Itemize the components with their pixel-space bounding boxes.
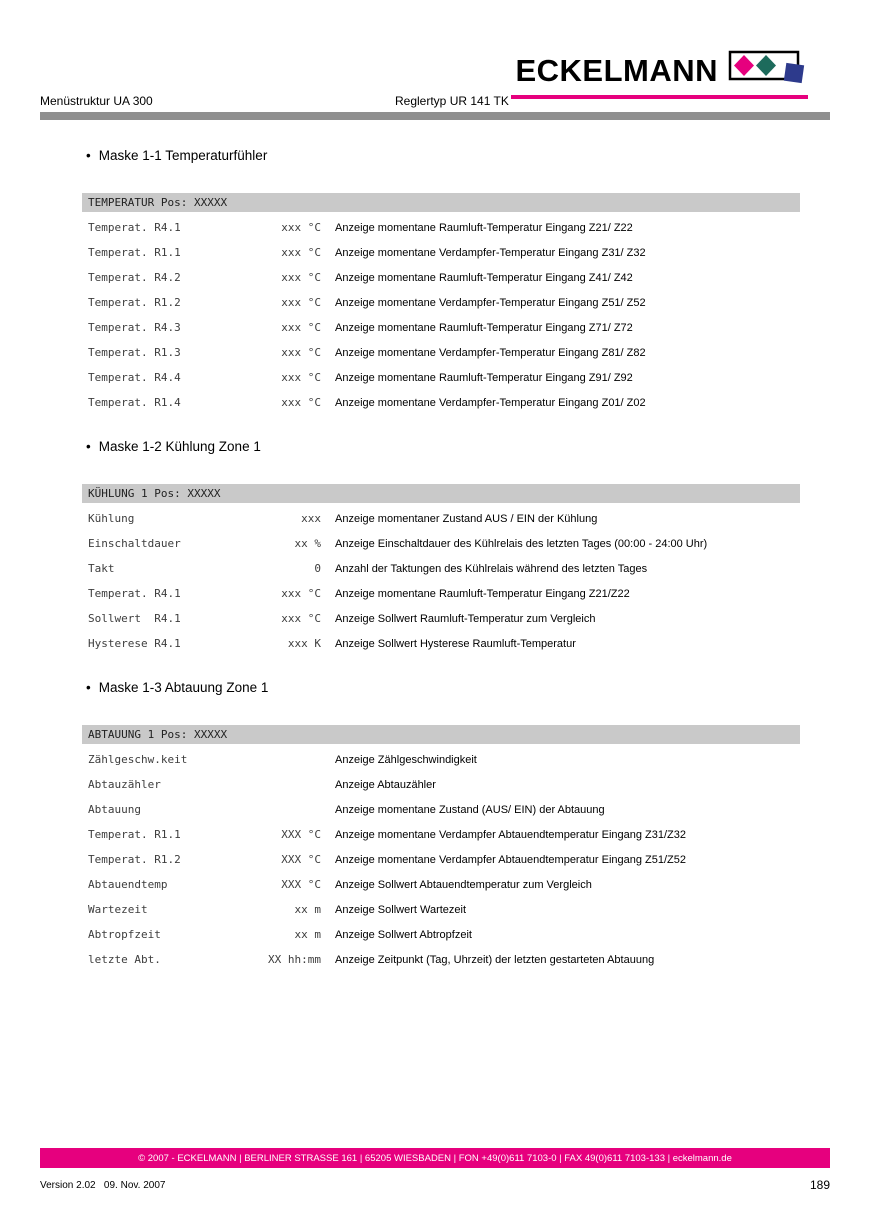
row-desc: Anzeige momentane Verdampfer Abtauendtemperatur Eingang Z51/Z52 xyxy=(335,853,687,866)
row-label: Abtauzähler xyxy=(88,778,161,791)
table-rows xyxy=(82,503,800,656)
row-desc: Anzeige momentane Raumluft-Temperatur Eingang Z21/ Z22 xyxy=(335,221,633,234)
section-title xyxy=(86,680,800,695)
section-title xyxy=(86,439,800,454)
table-row xyxy=(82,772,800,797)
row-desc: Anzeige Sollwert Raumluft-Temperatur zum Vergleich xyxy=(335,612,596,625)
header-center-label: Reglertyp UR 141 TK xyxy=(395,94,509,108)
row-value: xx m xyxy=(294,928,321,941)
row-desc: Anzeige momentane Verdampfer-Temperatur Eingang Z81/ Z82 xyxy=(335,346,646,359)
row-value: xxx °C xyxy=(281,612,321,625)
table-row xyxy=(82,365,800,390)
table-row xyxy=(82,922,800,947)
content xyxy=(82,148,800,972)
row-desc: Anzeige Einschaltdauer des Kühlrelais des letzten Tages (00:00 - 24:00 Uhr) xyxy=(335,537,708,550)
row-value: 0 xyxy=(314,562,321,575)
row-value: xxx °C xyxy=(281,321,321,334)
section-title xyxy=(86,148,800,163)
row-value: xxx °C xyxy=(281,587,321,600)
bullet-icon: • xyxy=(86,439,91,454)
eckelmann-logo-mark-icon xyxy=(728,50,808,91)
row-value: xxx °C xyxy=(281,221,321,234)
row-value: xx m xyxy=(294,903,321,916)
row-label: Takt xyxy=(88,562,115,575)
logo-wordmark: ECKELMANN xyxy=(515,53,718,88)
row-label: Abtauung xyxy=(88,803,141,816)
page-number: 189 xyxy=(809,1178,830,1192)
row-label: Abtropfzeit xyxy=(88,928,161,941)
table-row xyxy=(82,847,800,872)
section-maske-1-2 xyxy=(82,439,800,656)
table-rows xyxy=(82,212,800,415)
row-label: Temperat. R4.4 xyxy=(88,371,181,384)
row-label: letzte Abt. xyxy=(88,953,161,966)
row-value: xx % xyxy=(294,537,321,550)
table-row xyxy=(82,581,800,606)
table-row xyxy=(82,315,800,340)
row-desc: Anzeige momentane Raumluft-Temperatur Eingang Z21/Z22 xyxy=(335,587,630,600)
row-desc: Anzeige momentane Zustand (AUS/ EIN) der Abtauung xyxy=(335,803,605,816)
row-desc: Anzeige momentane Raumluft-Temperatur Eingang Z91/ Z92 xyxy=(335,371,633,384)
header-divider xyxy=(40,112,830,120)
row-desc: Anzeige momentane Verdampfer-Temperatur Eingang Z01/ Z02 xyxy=(335,396,646,409)
table-row xyxy=(82,872,800,897)
row-label: Temperat. R1.1 xyxy=(88,246,181,259)
row-label: Sollwert R4.1 xyxy=(88,612,181,625)
table-temperatur xyxy=(82,193,800,415)
row-label: Zählgeschw.keit xyxy=(88,753,188,766)
bullet-icon: • xyxy=(86,148,91,163)
table-row xyxy=(82,822,800,847)
table-row xyxy=(82,390,800,415)
row-desc: Anzeige momentane Raumluft-Temperatur Eingang Z41/ Z42 xyxy=(335,271,633,284)
version-label: Version 2.02 09. Nov. 2007 xyxy=(40,1180,166,1191)
row-value: XXX °C xyxy=(281,853,321,866)
row-value: xxx °C xyxy=(281,371,321,384)
table-kuehlung xyxy=(82,484,800,656)
table-row xyxy=(82,947,800,972)
row-value: xxx xyxy=(301,512,321,525)
row-desc: Anzeige momentane Raumluft-Temperatur Eingang Z71/ Z72 xyxy=(335,321,633,334)
row-label: Temperat. R1.2 xyxy=(88,853,181,866)
row-desc: Anzeige momentane Verdampfer-Temperatur Eingang Z51/ Z52 xyxy=(335,296,646,309)
section-maske-1-1 xyxy=(82,148,800,415)
row-label: Wartezeit xyxy=(88,903,148,916)
table-row xyxy=(82,556,800,581)
row-label: Temperat. R1.3 xyxy=(88,346,181,359)
row-value: xxx °C xyxy=(281,396,321,409)
row-desc: Anzeige Sollwert Abtropfzeit xyxy=(335,928,472,941)
eckelmann-logo xyxy=(515,50,808,99)
table-row xyxy=(82,606,800,631)
row-label: Temperat. R4.1 xyxy=(88,221,181,234)
row-label: Temperat. R4.3 xyxy=(88,321,181,334)
section-title-text: Maske 1-3 Abtauung Zone 1 xyxy=(98,680,269,695)
row-value: XX hh:mm xyxy=(268,953,321,966)
table-row xyxy=(82,747,800,772)
table-row xyxy=(82,290,800,315)
table-rows xyxy=(82,744,800,972)
table-row xyxy=(82,531,800,556)
table-header: KÜHLUNG 1 Pos: XXXXX xyxy=(82,484,800,503)
row-value: xxx °C xyxy=(281,346,321,359)
table-header: ABTAUUNG 1 Pos: XXXXX xyxy=(82,725,800,744)
row-desc: Anzeige momentaner Zustand AUS / EIN der Kühlung xyxy=(335,512,598,525)
table-row xyxy=(82,897,800,922)
row-label: Temperat. R1.1 xyxy=(88,828,181,841)
row-value: XXX °C xyxy=(281,828,321,841)
row-label: Temperat. R4.2 xyxy=(88,271,181,284)
row-value: xxx °C xyxy=(281,246,321,259)
table-row xyxy=(82,506,800,531)
section-title-text: Maske 1-1 Temperaturfühler xyxy=(98,148,268,163)
table-abtauung xyxy=(82,725,800,972)
footer-address-bar xyxy=(40,1148,830,1168)
row-desc: Anzeige Sollwert Hysterese Raumluft-Temperatur xyxy=(335,637,576,650)
table-row xyxy=(82,797,800,822)
row-desc: Anzeige Zeitpunkt (Tag, Uhrzeit) der letzten gestarteten Abtauung xyxy=(335,953,655,966)
bullet-icon: • xyxy=(86,680,91,695)
row-label: Abtauendtemp xyxy=(88,878,168,891)
row-value: XXX °C xyxy=(281,878,321,891)
row-desc: Anzeige Sollwert Wartezeit xyxy=(335,903,467,916)
row-value: xxx °C xyxy=(281,271,321,284)
row-label: Temperat. R1.4 xyxy=(88,396,181,409)
row-label: Kühlung xyxy=(88,512,135,525)
row-desc: Anzeige Zählgeschwindigkeit xyxy=(335,753,477,766)
header-left-label: Menüstruktur UA 300 xyxy=(40,94,153,108)
row-desc: Anzeige Abtauzähler xyxy=(335,778,436,791)
table-row xyxy=(82,631,800,656)
section-title-text: Maske 1-2 Kühlung Zone 1 xyxy=(98,439,261,454)
table-row xyxy=(82,215,800,240)
footer-meta xyxy=(40,1180,830,1191)
row-desc: Anzeige momentane Verdampfer Abtauendtemperatur Eingang Z31/Z32 xyxy=(335,828,687,841)
document-header xyxy=(40,94,830,108)
footer-address-text: © 2007 - ECKELMANN | BERLINER STRASSE 161 | 65205 WIESBADEN | FON +49(0)611 7103-0 | FAX 49(0)611 7103-133 | eckelmann.de xyxy=(138,1152,732,1164)
table-row xyxy=(82,265,800,290)
table-header: TEMPERATUR Pos: XXXXX xyxy=(82,193,800,212)
row-desc: Anzeige Sollwert Abtauendtemperatur zum Vergleich xyxy=(335,878,592,891)
row-value: xxx K xyxy=(287,637,321,650)
row-label: Temperat. R1.2 xyxy=(88,296,181,309)
row-value: xxx °C xyxy=(281,296,321,309)
section-maske-1-3 xyxy=(82,680,800,972)
row-desc: Anzahl der Taktungen des Kühlrelais während des letzten Tages xyxy=(335,562,648,575)
row-label: Hysterese R4.1 xyxy=(88,637,181,650)
table-row xyxy=(82,240,800,265)
row-desc: Anzeige momentane Verdampfer-Temperatur Eingang Z31/ Z32 xyxy=(335,246,646,259)
table-row xyxy=(82,340,800,365)
row-label: Temperat. R4.1 xyxy=(88,587,181,600)
row-label: Einschaltdauer xyxy=(88,537,181,550)
